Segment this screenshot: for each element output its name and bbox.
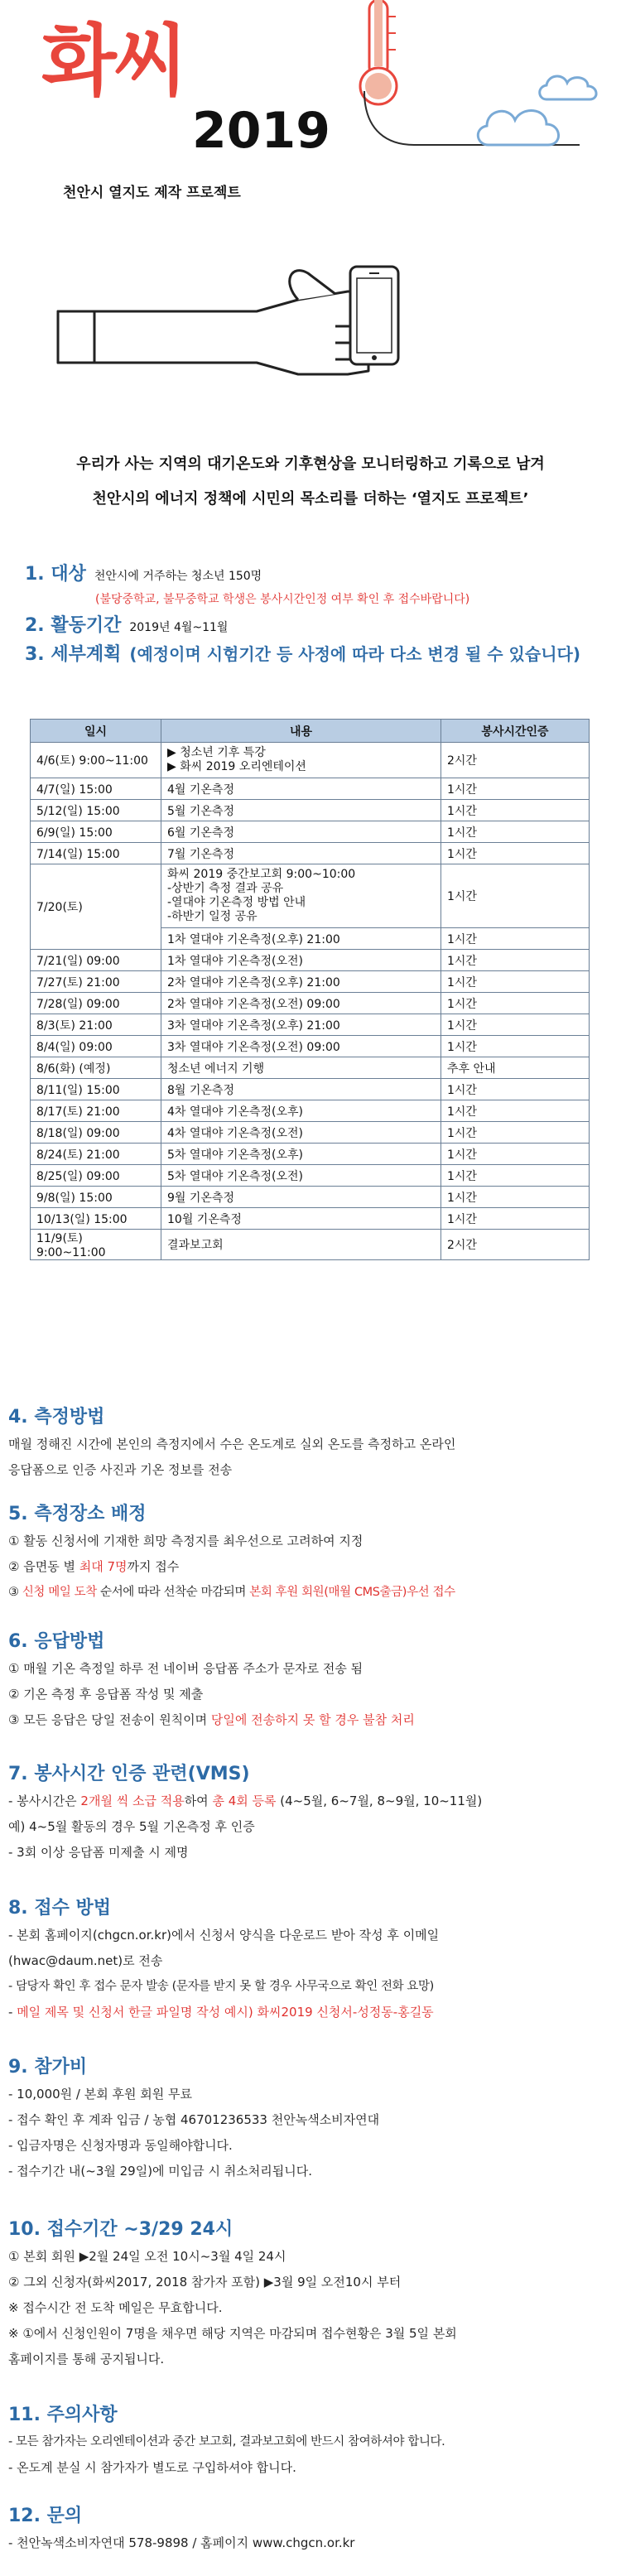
email-link[interactable]: hwac@daum.net <box>12 1953 118 1968</box>
cell-content-line: 4월 기온측정 <box>167 782 234 797</box>
text-span: - 봉사시간은 <box>8 1794 81 1808</box>
cell-content-line: 10월 기온측정 <box>167 1212 242 1226</box>
table-row <box>31 1187 590 1208</box>
cell-content <box>161 778 441 800</box>
cell-content-line: -상반기 측정 결과 공유 <box>167 882 284 895</box>
section-line: 매월 정해진 시간에 본인의 측정지에서 수은 온도계로 실외 온도를 측정하고 온라인 <box>8 1437 456 1452</box>
section-title: 11. 주의사항 <box>8 2405 118 2425</box>
target-value: 천안시에 거주하는 청소년 150명 <box>94 570 262 583</box>
cell-date: 8/4(일) 09:00 <box>31 1036 161 1057</box>
section-title: 9. 참가비 <box>8 2057 88 2078</box>
text-span: (4~5월, 6~7월, 8~9월, 10~11월) <box>276 1794 483 1808</box>
section-line: - 본회 홈페이지(chgcn.or.kr)에서 신청서 양식을 다운로드 받아 작성 후 이메일 <box>8 1928 440 1943</box>
section-line: - 접수기간 내(~3월 29일)에 미입금 시 취소처리됩니다. <box>8 2164 313 2179</box>
cell-hours: 1시간 <box>441 1079 590 1100</box>
section-line <box>8 1580 613 1606</box>
cell-date: 7/14(일) 15:00 <box>31 843 161 864</box>
cell-date: 8/17(토) 21:00 <box>31 1100 161 1122</box>
cell-date: 7/21(일) 09:00 <box>31 950 161 971</box>
section-line: - 모든 참가자는 오리엔테이션과 중간 보고회, 결과보고회에 반드시 참여하셔야 합니다. <box>8 2435 445 2448</box>
section-line: - 담당자 확인 후 접수 문자 발송 (문자를 받지 못 할 경우 사무국으로 확인 전화 요망) <box>8 1980 434 1993</box>
cell-content <box>161 1144 441 1165</box>
cell-content <box>161 1122 441 1144</box>
cell-content-line: 8월 기온측정 <box>167 1083 234 1097</box>
cloud-icon <box>478 76 596 145</box>
hand-illustration <box>58 271 381 374</box>
section-line <box>8 2000 613 2025</box>
application-section <box>8 1895 613 2025</box>
section-line: - 3회 이상 응답폼 미제출 시 제명 <box>8 1845 189 1860</box>
cell-content-line: 5차 열대야 기온측정(오후) <box>167 1148 303 1162</box>
cell-date: 8/11(일) 15:00 <box>31 1079 161 1100</box>
cell-content <box>161 1208 441 1230</box>
section-line: - 접수 확인 후 계좌 입금 / 농협 46701236533 천안녹색소비자연대 <box>8 2112 380 2127</box>
schedule-body <box>31 743 590 1260</box>
section-line: - 10,000원 / 본회 후원 회원 무료 <box>8 2087 192 2102</box>
cell-date: 7/27(토) 21:00 <box>31 971 161 993</box>
table-row <box>31 1079 590 1100</box>
cell-hours: 1시간 <box>441 1100 590 1122</box>
cell-date: 4/7(일) 15:00 <box>31 778 161 800</box>
cell-content <box>161 928 441 950</box>
cell-date: 8/18(일) 09:00 <box>31 1122 161 1144</box>
intro-line: 천안시의 에너지 정책에 시민의 목소리를 더하는 ‘열지도 프로젝트’ <box>92 490 529 508</box>
cell-content-line: -하반기 일정 공유 <box>167 910 258 923</box>
cell-content <box>161 950 441 971</box>
cell-content <box>161 864 441 928</box>
volunteer-section <box>8 1760 613 1866</box>
plan-row <box>25 643 604 668</box>
cell-date: 8/25(일) 09:00 <box>31 1165 161 1187</box>
highlight-text: 메일 제목 및 신청서 한글 파일명 작성 예시) 화씨2019 신청서-성정동-홍길동 <box>17 2005 434 2020</box>
hero-year: 2019 <box>192 102 330 160</box>
target-note: (불당중학교, 불무중학교 학생은 봉사시간인정 여부 확인 후 접수바랍니다) <box>95 593 470 606</box>
table-row <box>31 1057 590 1079</box>
section-line <box>8 1554 613 1580</box>
column-header-hours: 봉사시간인증 <box>441 720 590 743</box>
cell-hours: 2시간 <box>441 1230 590 1260</box>
section-title: 5. 측정장소 배정 <box>8 1504 147 1524</box>
section-line: ② 기온 측정 후 응답폼 작성 및 제출 <box>8 1687 204 1702</box>
cell-hours: 1시간 <box>441 1036 590 1057</box>
cell-hours: 1시간 <box>441 1144 590 1165</box>
table-header-row <box>31 720 590 743</box>
cell-date: 8/6(화) (예정) <box>31 1057 161 1079</box>
text-span: ( <box>8 1953 13 1968</box>
section-title: 8. 접수 방법 <box>8 1898 111 1919</box>
intro-line: 우리가 사는 지역의 대기온도와 기후현상을 모니터링하고 기록으로 남겨 <box>76 455 545 473</box>
cell-hours: 1시간 <box>441 1014 590 1036</box>
section-line: 예) 4~5월 활동의 경우 5월 기온측정 후 인증 <box>8 1819 255 1834</box>
cell-date: 7/28(일) 09:00 <box>31 993 161 1014</box>
section-line: ① 본회 회원 ▶2월 24일 오전 10시~3월 4일 24시 <box>8 2249 286 2264</box>
highlight-text: 신청 메일 도착 <box>22 1586 97 1599</box>
section-title: 6. 응답방법 <box>8 1631 105 1652</box>
plan-value: (예정이며 시험기간 등 사정에 따라 다소 변경 될 수 있습니다) <box>129 644 580 664</box>
cell-content-line: 청소년 에너지 기행 <box>167 1062 265 1076</box>
table-row <box>31 1014 590 1036</box>
table-row <box>31 778 590 800</box>
cell-hours: 1시간 <box>441 1208 590 1230</box>
cell-content <box>161 1014 441 1036</box>
cell-date: 5/12(일) 15:00 <box>31 800 161 821</box>
cell-content-line: 4차 열대야 기온측정(오후) <box>167 1105 303 1119</box>
cell-hours: 1시간 <box>441 843 590 864</box>
cell-content <box>161 1057 441 1079</box>
section-line: 홈페이지를 통해 공지됩니다. <box>8 2352 165 2367</box>
cell-content <box>161 743 441 778</box>
table-row <box>31 971 590 993</box>
target-label: 1. 대상 <box>25 564 86 585</box>
table-row <box>31 1100 590 1122</box>
plan-label: 3. 세부계획 <box>25 644 122 665</box>
section-title: 4. 측정방법 <box>8 1407 105 1428</box>
table-row <box>31 1165 590 1187</box>
intro-text <box>17 447 604 517</box>
text-span: )로 전송 <box>118 1953 163 1968</box>
cell-content <box>161 1100 441 1122</box>
table-row <box>31 950 590 971</box>
response-section <box>8 1628 613 1733</box>
cell-hours: 1시간 <box>441 928 590 950</box>
cell-hours: 1시간 <box>441 971 590 993</box>
cell-content <box>161 1165 441 1187</box>
table-row <box>31 821 590 843</box>
cell-content-line: ▶ 화씨 2019 오리엔테이션 <box>167 760 306 773</box>
cell-content-line: 5차 열대야 기온측정(오전) <box>167 1169 303 1183</box>
section-line: ※ 접수시간 전 도착 메일은 무효합니다. <box>8 2300 223 2315</box>
section-line: ① 매월 기온 측정일 하루 전 네이버 응답폼 주소가 문자로 전송 됨 <box>8 1661 363 1676</box>
fee-section <box>8 2054 613 2184</box>
section-line: ② 그외 신청자(화씨2017, 2018 참가자 포함) ▶3월 9일 오전10시 부터 <box>8 2275 402 2290</box>
cell-content-line: 3차 열대야 기온측정(오후) 21:00 <box>167 1018 340 1033</box>
cell-hours: 1시간 <box>441 1187 590 1208</box>
cell-content-line: 2차 열대야 기온측정(오후) 21:00 <box>167 975 340 989</box>
cell-hours: 1시간 <box>441 1122 590 1144</box>
text-span: 까지 접수 <box>127 1559 180 1574</box>
cell-date: 10/13(일) 15:00 <box>31 1208 161 1230</box>
section-title: 10. 접수기간 ~3/29 24시 <box>8 2219 233 2240</box>
cell-date: 8/3(토) 21:00 <box>31 1014 161 1036</box>
section-line: - 입금자명은 신청자명과 동일해야합니다. <box>8 2138 233 2153</box>
hero-title: 화씨 <box>41 17 185 107</box>
highlight-text: 본회 후원 회원(매월 CMS출금)우선 접수 <box>249 1586 455 1599</box>
table-row <box>31 1208 590 1230</box>
section-title: 7. 봉사시간 인증 관련(VMS) <box>8 1764 250 1784</box>
cell-content-line: 1차 열대야 기온측정(오후) 21:00 <box>167 932 340 946</box>
cell-content-line: 7월 기온측정 <box>167 847 234 861</box>
smartphone-icon <box>350 267 398 364</box>
period-section <box>8 2216 613 2372</box>
table-row <box>31 843 590 864</box>
cell-content <box>161 971 441 993</box>
cell-hours: 1시간 <box>441 1165 590 1187</box>
period-row <box>25 614 604 639</box>
section-line <box>8 1707 613 1733</box>
cell-content <box>161 1079 441 1100</box>
table-row <box>31 993 590 1014</box>
cell-hours: 1시간 <box>441 950 590 971</box>
hero-subtitle: 천안시 열지도 제작 프로젝트 <box>63 185 241 201</box>
method-section <box>8 1404 613 1483</box>
target-row <box>25 563 604 588</box>
cell-date: 11/9(토) 9:00~11:00 <box>31 1230 161 1260</box>
cell-content <box>161 1036 441 1057</box>
highlight-text: 2개월 씩 소급 적용 <box>80 1794 185 1808</box>
cell-date: 6/9(일) 15:00 <box>31 821 161 843</box>
cell-hours: 추후 안내 <box>441 1057 590 1079</box>
period-label: 2. 활동기간 <box>25 615 122 636</box>
text-span: ③ 모든 응답은 당일 전송이 원칙이며 <box>8 1712 211 1727</box>
info-section <box>25 563 604 668</box>
cell-content-line: 결과보고회 <box>167 1239 224 1252</box>
cell-content <box>161 993 441 1014</box>
text-span: 하여 <box>184 1794 213 1808</box>
section-line: ※ ①에서 신청인원이 7명을 채우면 해당 지역은 마감되며 접수현황은 3월 5일 본회 <box>8 2326 457 2341</box>
text-span: ② 읍면동 별 <box>8 1559 79 1574</box>
cell-date: 4/6(토) 9:00~11:00 <box>31 743 161 778</box>
cell-content <box>161 1230 441 1260</box>
cell-content <box>161 843 441 864</box>
highlight-text: 총 4회 등록 <box>212 1794 277 1808</box>
contact-section <box>8 2502 613 2556</box>
schedule-table <box>30 719 590 1260</box>
cell-content-line: -열대야 기온측정 방법 안내 <box>167 896 306 909</box>
table-row <box>31 743 590 778</box>
cell-content <box>161 800 441 821</box>
text-span: ③ <box>8 1586 22 1599</box>
text-span: 순서에 따라 선착순 마감되며 <box>96 1586 250 1599</box>
cell-hours: 1시간 <box>441 993 590 1014</box>
table-row <box>31 1122 590 1144</box>
cell-content-line: 4차 열대야 기온측정(오전) <box>167 1126 303 1140</box>
cell-content <box>161 821 441 843</box>
section-line: 응답폼으로 인증 사진과 기온 정보를 전송 <box>8 1462 233 1477</box>
table-row <box>31 800 590 821</box>
cell-date: 7/20(토) <box>31 864 161 950</box>
cell-content-line: 화씨 2019 중간보고회 9:00~10:00 <box>167 868 356 881</box>
column-header-date: 일시 <box>31 720 161 743</box>
cell-content <box>161 1187 441 1208</box>
cell-date: 8/24(토) 21:00 <box>31 1144 161 1165</box>
cell-content-line: 2차 열대야 기온측정(오전) 09:00 <box>167 997 340 1011</box>
highlight-text: 최대 7명 <box>79 1559 128 1574</box>
cell-content-line: 9월 기온측정 <box>167 1191 234 1205</box>
section-line <box>8 1789 613 1814</box>
cell-content-line: 5월 기온측정 <box>167 804 234 818</box>
cell-date: 9/8(일) 15:00 <box>31 1187 161 1208</box>
table-row <box>31 1036 590 1057</box>
period-value: 2019년 4월~11월 <box>129 621 229 634</box>
section-title: 12. 문의 <box>8 2506 83 2526</box>
cell-content-line: 6월 기온측정 <box>167 826 234 840</box>
cell-hours: 1시간 <box>441 778 590 800</box>
location-section <box>8 1500 613 1606</box>
text-span: - <box>8 2005 17 2020</box>
section-line: - 온도계 분실 시 참가자가 별도로 구입하셔야 합니다. <box>8 2460 296 2475</box>
table-row <box>31 1230 590 1260</box>
cell-hours: 1시간 <box>441 864 590 928</box>
cell-hours: 2시간 <box>441 743 590 778</box>
section-line: ① 활동 신청서에 기재한 희망 측정지를 최우선으로 고려하여 지정 <box>8 1534 363 1548</box>
table-row <box>31 1144 590 1165</box>
section-line <box>8 1948 613 1974</box>
caution-section <box>8 2401 613 2481</box>
table-row <box>31 864 590 928</box>
contact-line: - 천안녹색소비자연대 578-9898 / 홈페이지 www.chgcn.or.kr <box>8 2535 355 2550</box>
highlight-text: 당일에 전송하지 못 할 경우 불참 처리 <box>210 1712 415 1727</box>
cell-content-line: 1차 열대야 기온측정(오전) <box>167 954 303 968</box>
cell-content-line: ▶ 청소년 기후 특강 <box>167 746 266 759</box>
cell-hours: 1시간 <box>441 800 590 821</box>
column-header-content: 내용 <box>161 720 441 743</box>
hero-banner <box>0 0 621 414</box>
cell-content-line: 3차 열대야 기온측정(오전) 09:00 <box>167 1040 340 1054</box>
cell-hours: 1시간 <box>441 821 590 843</box>
